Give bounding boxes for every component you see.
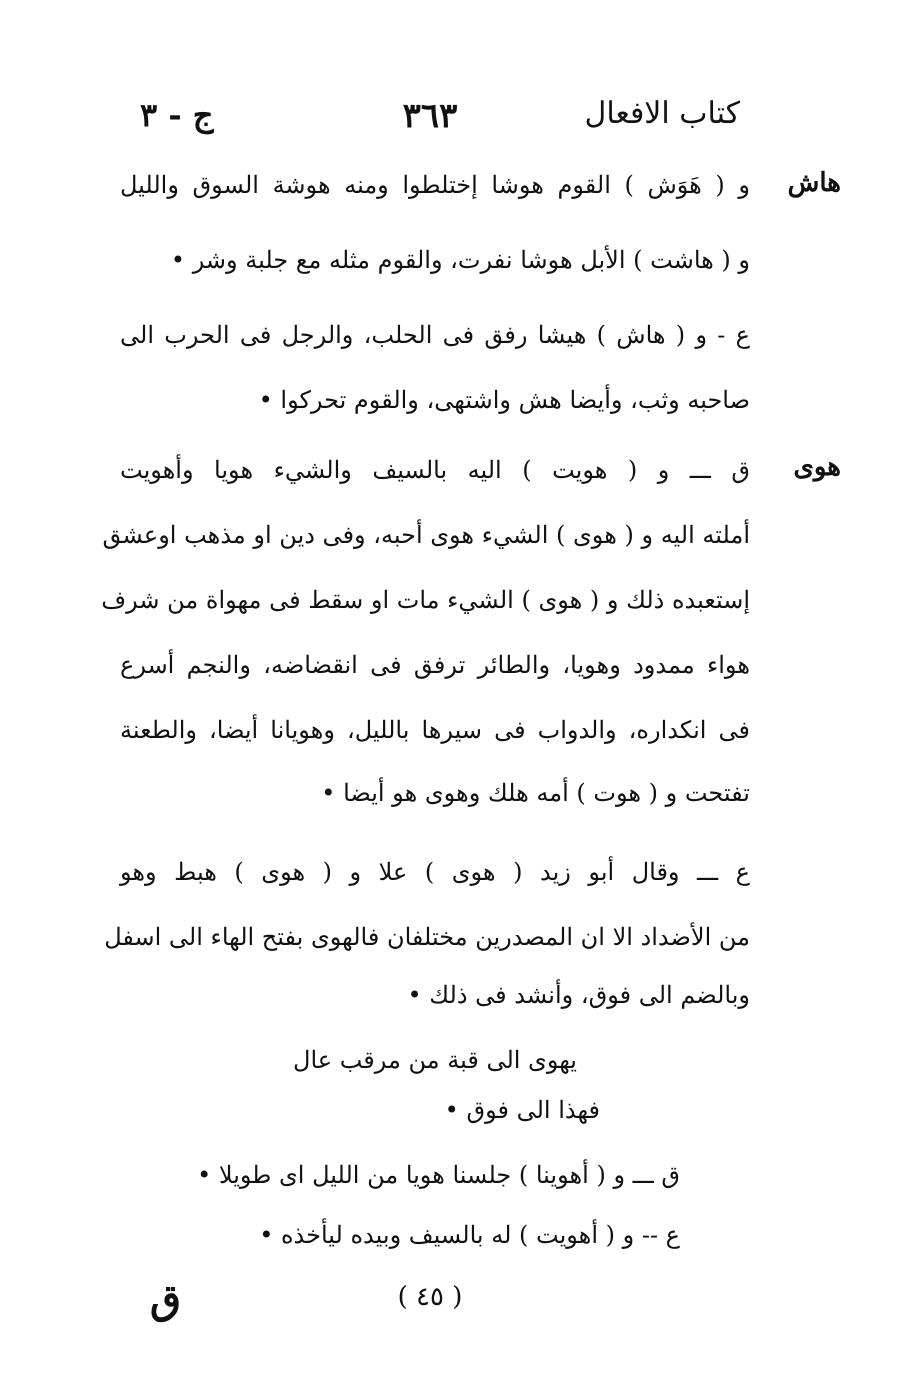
text-line: وبالضم الى فوق، وأنشد فى ذلك • bbox=[407, 981, 750, 1009]
catchword: ق bbox=[150, 1276, 182, 1323]
text-line: إستعبده ذلك و ( هوى ) الشيء مات او سقط فى مهواة من شرف bbox=[101, 586, 750, 614]
text-line: ق ـــ و ( أهوينا ) جلسنا هويا من الليل اى طويلا • bbox=[197, 1161, 680, 1189]
text-line: و ( هاشت ) الأبل هوشا نفرت، والقوم مثله مع جلبة وشر • bbox=[170, 246, 750, 274]
margin-entry-hawa: هوى bbox=[793, 452, 841, 482]
text-line: ع ـــ وقال أبو زيد ( هوى ) علا و ( هوى ) هبط وهو bbox=[120, 858, 750, 886]
text-line: فهذا الى فوق • bbox=[444, 1096, 600, 1124]
running-header bbox=[120, 96, 740, 140]
text-line: من الأضداد الا ان المصدرين مختلفان فالهوى بفتح الهاء الى اسفل bbox=[104, 923, 750, 951]
text-line: تفتحت و ( هوت ) أمه هلك وهوى هو أيضا • bbox=[321, 779, 750, 807]
verse-line: يهوى الى قبة من مرقب عال bbox=[293, 1046, 577, 1074]
text-line: و ( هَوَش ) القوم هوشا إختلطوا ومنه هوشة السوق والليل bbox=[120, 171, 750, 199]
margin-entry-hash: هاش bbox=[787, 168, 841, 198]
text-line: أملته اليه و ( هوى ) الشيء هوى أحبه، وفى دين او مذهب اوعشق bbox=[102, 521, 750, 549]
page-number: ٣٦٣ bbox=[402, 96, 458, 136]
book-title: كتاب الافعال bbox=[584, 96, 740, 131]
text-line: هواء ممدود وهويا، والطائر ترفق فى انقضاضه، والنجم أسرع bbox=[120, 651, 750, 679]
volume-label: ج - ٣ bbox=[140, 96, 214, 134]
signature-mark: ( ٤٥ ) bbox=[397, 1282, 463, 1312]
text-line: ع - و ( هاش ) هيشا رفق فى الحلب، والرجل فى الحرب الى bbox=[120, 321, 750, 349]
text-line: ق ـــ و ( هويت ) اليه بالسيف والشيء هويا وأهويت bbox=[120, 456, 750, 484]
text-line: ع -- و ( أهويت ) له بالسيف وبيده ليأخذه • bbox=[259, 1221, 680, 1249]
text-line: فى انكداره، والدواب فى سيرها بالليل، وهويانا أيضا، والطعنة bbox=[120, 716, 750, 744]
text-line: صاحبه وثب، وأيضا هش واشتهى، والقوم تحركوا • bbox=[258, 386, 750, 414]
